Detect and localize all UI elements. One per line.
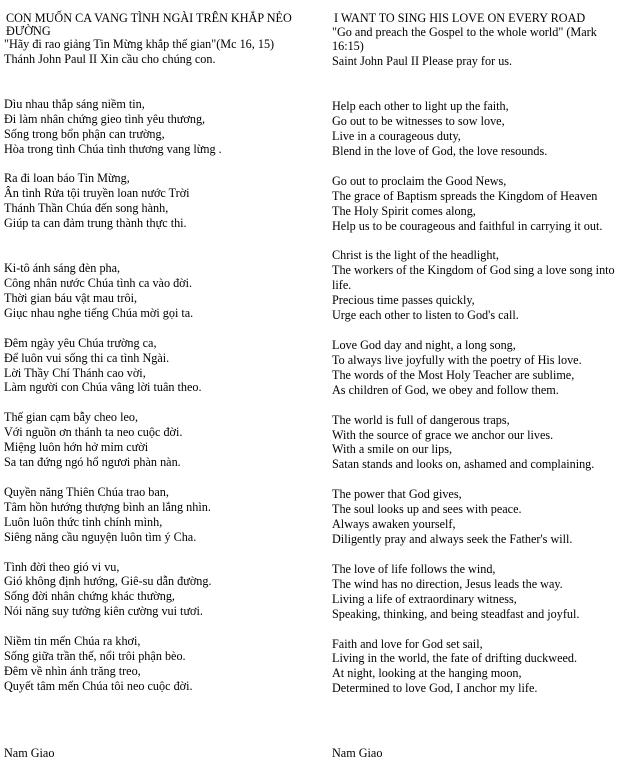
verse-line: Niềm tin mến Chúa ra khơi,: [4, 634, 141, 649]
verse-line: The world is full of dangerous traps,: [332, 412, 510, 427]
spacer: [4, 395, 322, 410]
stanza-en-4: [332, 338, 628, 398]
verse-line: Dìu nhau thắp sáng niềm tin,: [4, 96, 145, 111]
verse-line: Quyền năng Thiên Chúa trao ban,: [4, 484, 169, 499]
stanza-vi-6: [4, 485, 322, 545]
verse-line: Hòa trong tình Chúa tình thương vang lừng .: [4, 141, 222, 156]
verse-line: Giục nhau nghe tiếng Chúa mời gọi ta.: [4, 305, 194, 320]
verse-line: Thánh Thần Chúa đến song hành,: [4, 201, 169, 216]
verse-line: Nói năng suy tưởng kiên cường vui tươi.: [4, 604, 203, 619]
english-column: [332, 12, 628, 696]
verse-line: Ân tình Rửa tội truyền loan nước Trời: [4, 186, 190, 201]
prayer-line-vi: Thánh John Paul II Xin cầu cho chúng con.: [4, 51, 216, 66]
verse-line: Christ is the light of the headlight,: [332, 248, 499, 263]
stanza-vi-5: [4, 410, 322, 470]
spacer: [332, 323, 628, 338]
verse-line: Love God day and night, a long song,: [332, 338, 516, 352]
stanza-en-3: [332, 248, 628, 323]
verse-line: Miệng luôn hớn hở mỉm cười: [4, 440, 149, 455]
verse-line: Satan stands and looks on, ashamed and complaining.: [332, 457, 595, 472]
author-signature-en: Nam Giao: [332, 746, 383, 760]
verse-line: Làm người con Chúa vâng lời tuân theo.: [4, 380, 202, 395]
verse-line: Thế gian cạm bẫy cheo leo,: [4, 410, 139, 425]
verse-line: The soul looks up and sees with peace.: [332, 502, 522, 517]
verse-line: Help us to be courageous and faithful in carrying it out.: [332, 218, 603, 233]
verse-line: Công nhân nước Chúa tình ca vào đời.: [4, 275, 193, 290]
verse-line: With a smile on our lips,: [332, 442, 453, 457]
verse-line: Live in a courageous duty,: [332, 129, 461, 144]
verse-line: Gió không định hướng, Giê-su dẫn đường.: [4, 574, 212, 589]
verse-line: Speaking, thinking, and being steadfast and joyful.: [332, 606, 580, 621]
spacer: [4, 545, 322, 560]
spacer: [332, 547, 628, 562]
verse-line: Tình đời theo gió vi vu,: [4, 559, 120, 574]
spacer: [4, 470, 322, 485]
spacer: [4, 231, 322, 261]
poem-title-vi: CON MUỐN CA VANG TÌNH NGÀI TRÊN KHẮP NẺO ĐƯỜNG: [6, 11, 292, 38]
stanza-en-2: [332, 174, 628, 234]
stanza-en-7: [332, 562, 628, 622]
verse-line: Ki-tô ánh sáng đèn pha,: [4, 261, 121, 276]
verse-line: Thời gian báu vật mau trôi,: [4, 290, 138, 305]
verse-line: The power that God gives,: [332, 487, 462, 502]
stanza-vi-8: [4, 634, 322, 694]
verse-line: Đêm ngày yêu Chúa trường ca,: [4, 335, 157, 350]
verse-line: Luôn luôn thức tỉnh chính mình,: [4, 514, 163, 529]
verse-line: Lời Thầy Chí Thánh cao vời,: [4, 365, 146, 380]
verse-line: With the source of grace we anchor our lives.: [332, 427, 554, 442]
stanza-vi-7: [4, 560, 322, 620]
verse-line: Đêm về nhìn ánh trăng treo,: [4, 664, 141, 678]
stanza-en-6: [332, 487, 628, 547]
spacer: [4, 619, 322, 634]
spacer: [332, 398, 628, 413]
spacer: [332, 233, 628, 248]
stanza-vi-4: [4, 336, 322, 396]
verse-line: Urge each other to listen to God's call.: [332, 308, 519, 323]
verse-line: Blend in the love of God, the love resounds.: [332, 143, 548, 158]
stanza-vi-2: [4, 171, 322, 231]
spacer: [332, 622, 628, 637]
verse-line: Ra đi loan báo Tin Mừng,: [4, 171, 130, 186]
verse-line: Precious time passes quickly,: [332, 293, 475, 308]
spacer: [332, 69, 628, 99]
verse-line: The words of the Most Holy Teacher are sublime,: [332, 367, 575, 382]
verse-line: The wind has no direction, Jesus leads the way.: [332, 576, 563, 591]
spacer: [332, 159, 628, 174]
author-signature-vi: Nam Giao: [4, 746, 55, 760]
verse-line: Để luôn vui sống thi ca tình Ngài.: [4, 350, 170, 365]
verse-line: Always awaken yourself,: [332, 517, 456, 532]
verse-line: Faith and love for God set sail,: [332, 636, 483, 651]
verse-line: Living in the world, the fate of drifting duckweed.: [332, 651, 578, 666]
stanza-en-1: [332, 99, 628, 159]
verse-line: Siêng năng cầu nguyện luôn tìm ý Cha.: [4, 529, 197, 544]
spacer: [4, 67, 322, 97]
verse-line: Determined to love God, I anchor my life.: [332, 681, 538, 696]
verse-line: Sống trong bổn phận can trường,: [4, 126, 165, 141]
prayer-line-en: Saint John Paul II Please pray for us.: [332, 54, 513, 69]
spacer: [4, 156, 322, 171]
verse-line: The grace of Baptism spreads the Kingdom of Heaven: [332, 188, 598, 203]
epigraph-vi: "Hãy đi rao giảng Tin Mừng khắp thế gian"(Mc 16, 15): [4, 37, 275, 51]
verse-line: The workers of the Kingdom of God sing a love song into life.: [332, 263, 615, 293]
stanza-en-8: [332, 637, 628, 697]
verse-line: Tâm hồn hướng thượng bình an lắng nhìn.: [4, 499, 211, 514]
verse-line: The love of life follows the wind,: [332, 561, 496, 576]
stanza-en-5: [332, 413, 628, 473]
verse-line: At night, looking at the hanging moon,: [332, 666, 522, 681]
verse-line: Quyết tâm mến Chúa tôi neo cuộc đời.: [4, 678, 193, 693]
verse-line: As children of God, we obey and follow them.: [332, 382, 559, 397]
spacer: [4, 321, 322, 336]
epigraph-en: "Go and preach the Gospel to the whole world" (Mark 16:15): [332, 24, 597, 54]
verse-line: Sống giữa trần thế, nổi trôi phận bèo.: [4, 649, 186, 664]
verse-line: Đi làm nhân chứng gieo tình yêu thương,: [4, 111, 206, 126]
verse-line: Sa tan đứng ngó hổ ngươi phàn nàn.: [4, 455, 181, 470]
verse-line: Help each other to light up the faith,: [332, 99, 509, 114]
verse-line: The Holy Spirit comes along,: [332, 203, 476, 218]
spacer: [332, 472, 628, 487]
verse-line: Go out to proclaim the Good News,: [332, 173, 507, 188]
verse-line: To always live joyfully with the poetry of His love.: [332, 352, 582, 367]
verse-line: Diligently pray and always seek the Father's will.: [332, 531, 573, 546]
verse-line: Living a life of extraordinary witness,: [332, 591, 517, 606]
verse-line: Go out to be witnesses to sow love,: [332, 114, 505, 129]
poem-title-en: I WANT TO SING HIS LOVE ON EVERY ROAD: [334, 11, 586, 25]
verse-line: Với nguồn ơn thánh ta neo cuộc đời.: [4, 425, 183, 440]
verse-line: Giúp ta can đảm trung thành thực thi.: [4, 216, 187, 231]
stanza-vi-1: [4, 97, 322, 157]
stanza-vi-3: [4, 261, 322, 321]
vietnamese-column: [4, 12, 322, 694]
verse-line: Sống đời nhân chứng khác thường,: [4, 589, 175, 604]
